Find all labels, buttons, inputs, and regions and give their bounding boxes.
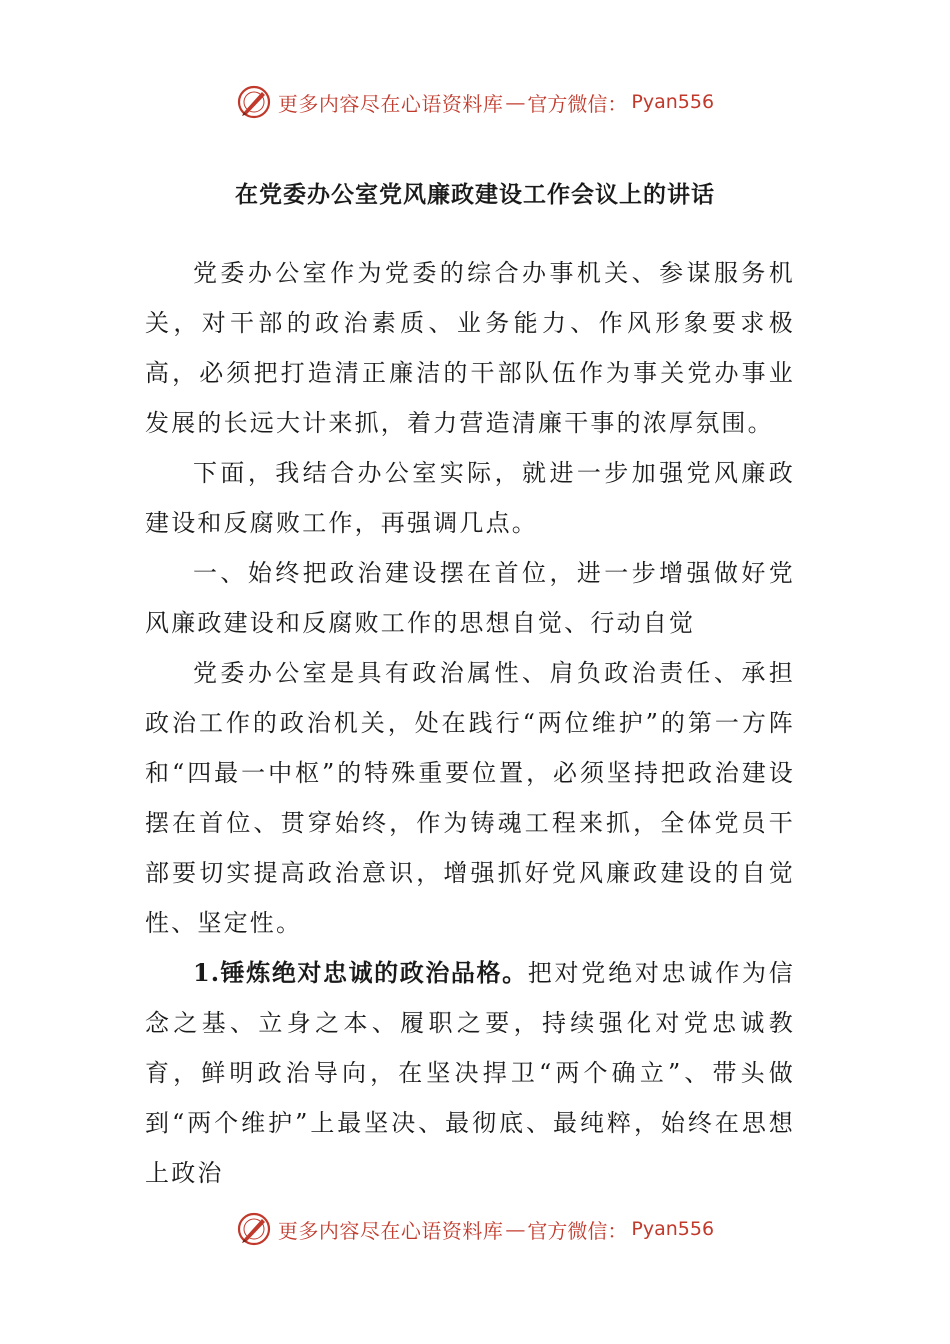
document-body (145, 248, 795, 1198)
watermark-wechat-label: 官方微信： (527, 91, 628, 116)
watermark-banner-bottom (0, 1207, 950, 1251)
paragraph-section-1: 党委办公室是具有政治属性、肩负政治责任、承担政治工作的政治机关，处在践行“两位维护”的第一方阵和“四最一中枢”的特殊重要位置，必须坚持把政治建设摆在首位、贯穿始终，作为铸魂工程来抓，全体党员干部要切实提高政治意识，增强抓好党风廉政建设的自觉性、坚定性。 (145, 659, 795, 937)
watermark-text: 更多内容尽在心语资料库 (277, 1218, 504, 1243)
paragraph-point-1 (145, 948, 795, 1198)
watermark-text: 更多内容尽在心语资料库 (277, 91, 504, 116)
watermark-wechat-id: Pyan556 (631, 1218, 715, 1240)
paragraph-intro: 党委办公室作为党委的综合办事机关、参谋服务机关，对干部的政治素质、业务能力、作风形象要求极高，必须把打造清正廉洁的干部队伍作为事关党办事业发展的长远大计来抓，着力营造清廉干事的浓厚氛围。 (145, 259, 795, 437)
pen-logo-icon (236, 1211, 272, 1247)
watermark-separator: — (505, 90, 526, 114)
point-1-heading: 1.锤炼绝对忠诚的政治品格。 (193, 958, 528, 987)
pen-logo-icon (236, 84, 272, 120)
paragraph-outline: 下面，我结合办公室实际，就进一步加强党风廉政建设和反腐败工作，再强调几点。 (145, 459, 795, 537)
watermark-wechat-label: 官方微信： (527, 1218, 628, 1243)
watermark-banner-top (0, 80, 950, 124)
section-heading-1: 一、始终把政治建设摆在首位，进一步增强做好党风廉政建设和反腐败工作的思想自觉、行动自觉 (145, 559, 795, 637)
watermark-separator: — (505, 1217, 526, 1241)
document-title: 在党委办公室党风廉政建设工作会议上的讲话 (235, 181, 715, 208)
watermark-wechat-id: Pyan556 (631, 91, 715, 113)
point-1-text: 把对党绝对忠诚作为信念之基、立身之本、履职之要，持续强化对党忠诚教育，鲜明政治导向，在坚决捍卫“两个确立”、带头做到“两个维护”上最坚决、最彻底、最纯粹，始终在思想上政治 (145, 959, 795, 1187)
